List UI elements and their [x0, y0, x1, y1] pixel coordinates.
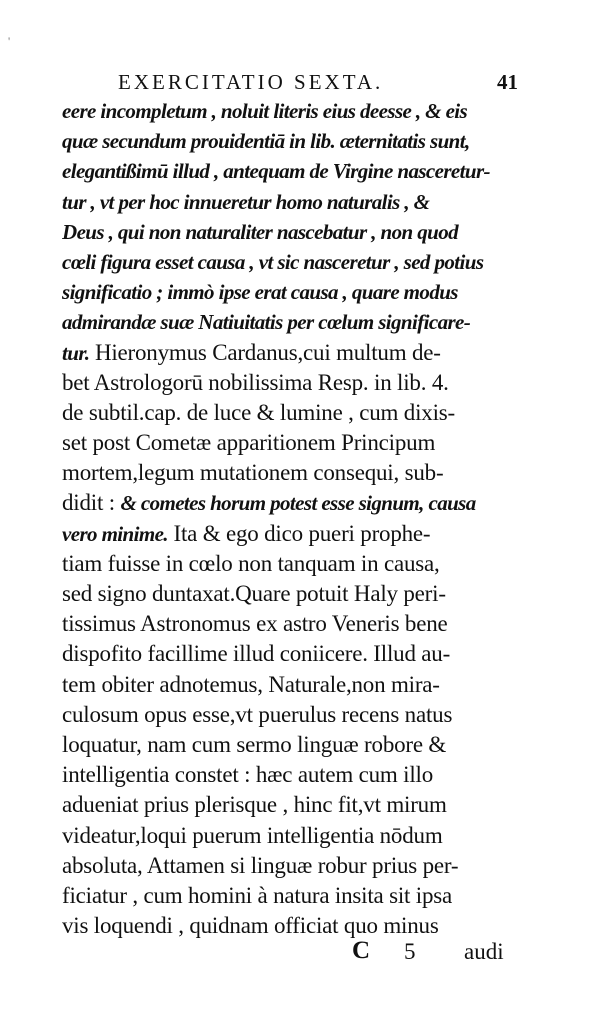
page-number: 41 — [497, 70, 518, 94]
text-line: eere incompletum , noluit literis eius deesse , & eis — [62, 99, 468, 123]
roman-span: Hieronymus Cardanus,cui multum de- — [89, 339, 441, 365]
roman-span: didit : — [62, 490, 121, 516]
text-line: sed signo duntaxat.Quare potuit Haly peri- — [62, 581, 446, 606]
text-line: intelligentia constet : hæc autem cum illo — [62, 762, 434, 788]
text-line: admirandæ suæ Natiuitatis per cœlum significare- — [62, 310, 471, 335]
italic-span: tur. — [62, 340, 90, 365]
body-text — [62, 96, 517, 941]
page-footer — [352, 937, 522, 967]
signature-number: 5 — [404, 939, 416, 964]
text-line: culosum opus esse,vt puerulus recens natus — [62, 701, 453, 727]
catchword: audi — [464, 939, 504, 964]
text-line: tiam fuisse in cœlo non tanquam in causa, — [62, 550, 440, 576]
text-line: quæ secundum prouidentiā in lib. æternitatis sunt, — [62, 129, 470, 154]
text-line — [62, 519, 517, 549]
text-line: loquatur, nam cum sermo linguæ robore & — [62, 731, 447, 757]
text-line: ficiatur , cum homini à natura insita sit ipsa — [62, 882, 453, 908]
text-line — [62, 338, 517, 368]
text-line: tur , vt per hoc innueretur homo naturalis , & — [62, 189, 430, 214]
signature-mark: C — [352, 937, 371, 964]
header-title: EXERCITATIO SEXTA. — [118, 70, 384, 94]
roman-span: Ita & ego dico pueri prophe- — [167, 520, 431, 546]
text-line: Deus , qui non naturaliter nascebatur , non quod — [62, 219, 458, 244]
text-line: elegantißimū illud , antequam de Virgine nasceretur- — [62, 159, 490, 184]
text-line: mortem,legum mutationem consequi, sub- — [62, 460, 444, 486]
italic-span: & cometes horum potest esse signum, causa — [120, 491, 476, 516]
text-line: adueniat prius plerisque , hinc fit,vt mirum — [62, 792, 447, 818]
text-line: videatur,loqui puerum intelligentia nōdum — [62, 822, 443, 848]
text-line: vis loquendi , quidnam officiat quo minus — [62, 913, 439, 939]
text-line: significatio ; immò ipse erat causa , quare modus — [62, 280, 458, 305]
text-line: dispofito facillime illud coniicere. Illud au- — [62, 641, 451, 667]
text-line: set post Cometæ apparitionem Principum — [62, 430, 436, 456]
text-line: absoluta, Attamen si linguæ robur prius per- — [62, 852, 459, 878]
text-line: de subtil.cap. de luce & lumine , cum dixis- — [62, 399, 455, 425]
text-line — [62, 488, 517, 518]
margin-mark: ' — [8, 34, 11, 48]
text-line: cœli figura esset causa , vt sic nasceretur , sed potius — [62, 249, 484, 274]
italic-span: vero minime. — [62, 521, 168, 546]
text-line: bet Astrologorū nobilissima Resp. in lib. 4. — [62, 369, 449, 395]
text-line: tissimus Astronomus ex astro Veneris bene — [62, 611, 448, 637]
text-line: tem obiter adnotemus, Naturale,non mira- — [62, 671, 440, 697]
